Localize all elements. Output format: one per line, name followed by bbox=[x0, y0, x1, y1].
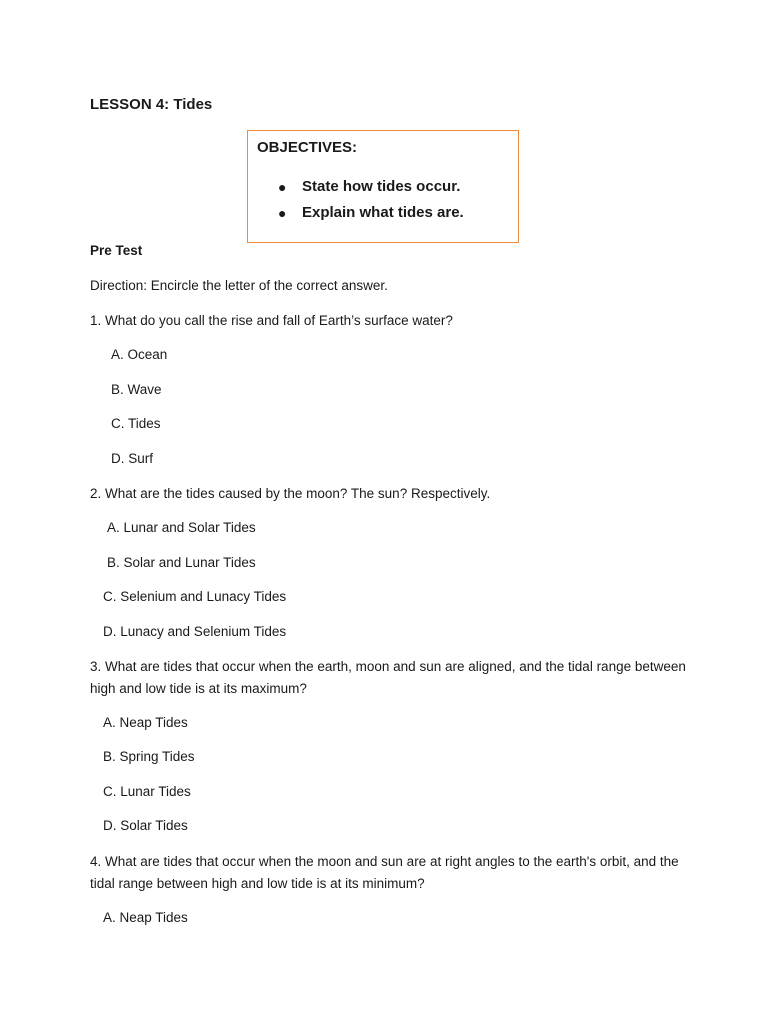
question-2: 2. What are the tides caused by the moon? The sun? Respectively. bbox=[90, 486, 491, 501]
direction-text: Direction: Encircle the letter of the correct answer. bbox=[90, 278, 388, 293]
question-4: 4. What are tides that occur when the moon and sun are at right angles to the earth's orbit, and the tidal range between high and low tide is at its minimum? bbox=[90, 854, 679, 891]
question-3-option-c: C. Lunar Tides bbox=[103, 784, 191, 799]
question-4-option-a: A. Neap Tides bbox=[103, 910, 188, 925]
question-1-option-b: B. Wave bbox=[111, 382, 162, 397]
objective-text: State how tides occur. bbox=[302, 178, 461, 195]
question-2-option-b: B. Solar and Lunar Tides bbox=[107, 555, 256, 570]
question-1: 1. What do you call the rise and fall of Earth’s surface water? bbox=[90, 313, 453, 328]
bullet-icon: ● bbox=[278, 205, 287, 221]
objective-item bbox=[278, 177, 464, 203]
question-3: 3. What are tides that occur when the earth, moon and sun are aligned, and the tidal range between high and low tide is at its maximum? bbox=[90, 659, 686, 696]
question-3-option-b: B. Spring Tides bbox=[103, 749, 195, 764]
question-1-option-c: C. Tides bbox=[111, 416, 161, 431]
objectives-heading: OBJECTIVES: bbox=[257, 139, 358, 156]
objectives-box bbox=[247, 130, 519, 243]
question-3-option-d: D. Solar Tides bbox=[103, 818, 188, 833]
lesson-title: LESSON 4: Tides bbox=[90, 96, 213, 113]
question-2-option-c: C. Selenium and Lunacy Tides bbox=[103, 589, 287, 604]
question-1-option-d: D. Surf bbox=[111, 451, 154, 466]
objectives-list bbox=[278, 177, 464, 229]
bullet-icon: ● bbox=[278, 179, 287, 195]
question-3-option-a: A. Neap Tides bbox=[103, 715, 188, 730]
question-2-option-d: D. Lunacy and Selenium Tides bbox=[103, 624, 287, 639]
question-1-option-a: A. Ocean bbox=[111, 347, 168, 362]
objective-text: Explain what tides are. bbox=[302, 204, 464, 221]
question-2-option-a: A. Lunar and Solar Tides bbox=[107, 520, 256, 535]
objective-item bbox=[278, 203, 464, 229]
pretest-label: Pre Test bbox=[90, 243, 143, 258]
